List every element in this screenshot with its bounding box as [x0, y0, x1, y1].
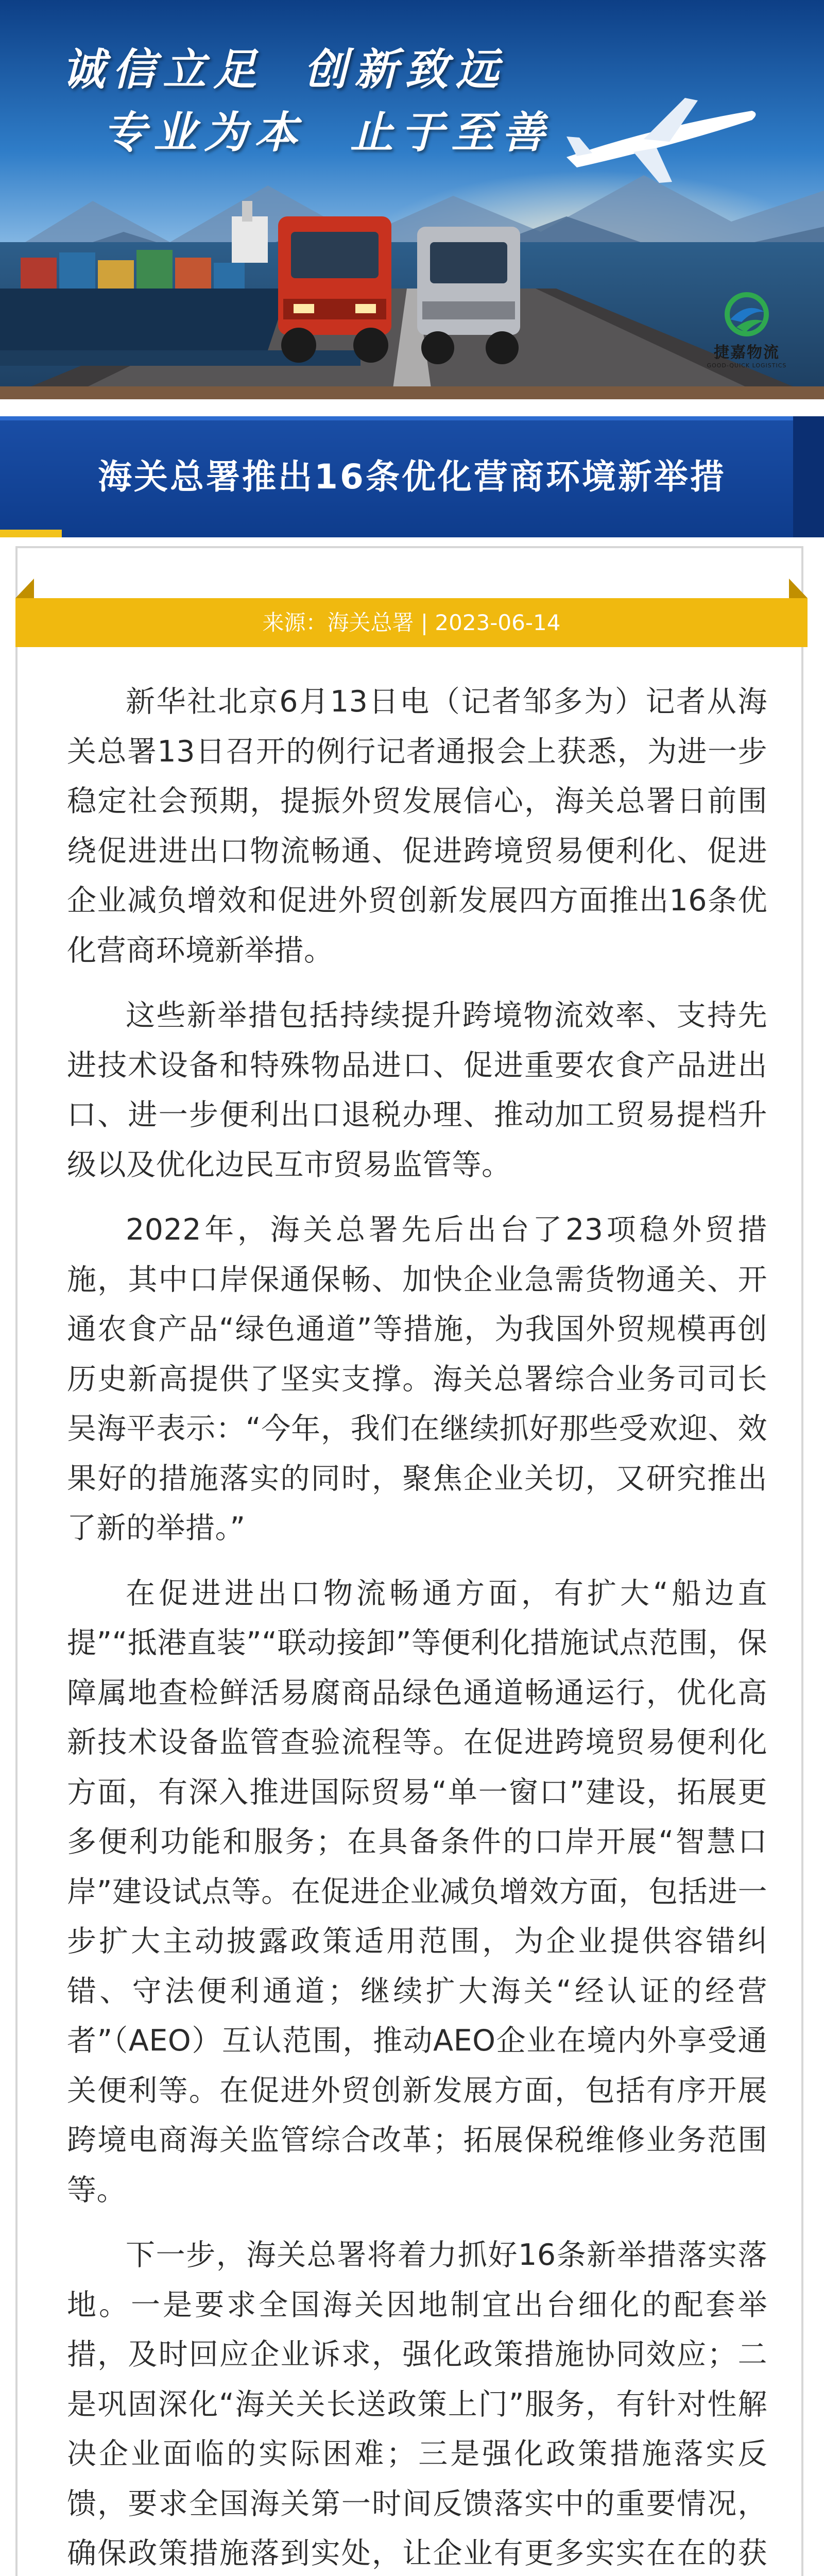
paragraph-4: 在促进进出口物流畅通方面，有扩大“船边直提”“抵港直装”“联动接卸”等便利化措施试点范围，保障属地查检鲜活易腐商品绿色通道畅通运行，优化高新技术设备监管查验流程等。在促进跨境贸易便利化方面，有深入推进国际贸易“单一窗口”建设，拓展更多便利功能和服务；在具备条件的口岸开展“智慧口岸”建设试点等。在促进企业减负增效方面，包括进一步扩大主动披露政策适用范围，为企业提供容错纠错、守法便利通道；继续扩大海关“经认证的经营者”（AEO）互认范围，推动AEO企业在境内外享受通关便利等。在促进外贸创新发展方面，包括有序开展跨境电商海关监管综合改革；拓展保税维修业务范围等。 [67, 1576, 767, 2207]
banner-logo-english: GOOD-QUICK LOGISTICS [707, 362, 787, 369]
banner-logo [695, 291, 798, 369]
article-title-bar [0, 416, 824, 537]
source-line: 来源：海关总署 | 2023-06-14 [262, 610, 561, 635]
article-title: 海关总署推出16条优化营商环境新举措 [98, 457, 726, 497]
paragraph-1: 新华社北京6月13日电（记者邹多为）记者从海关总署13日召开的例行记者通报会上获悉，为进一步稳定社会预期，提振外贸发展信心，海关总署日前围绕促进进出口物流畅通、促进跨境贸易便利化、促进企业减负增效和促进外贸创新发展四方面推出16条优化营商环境新举措。 [67, 685, 767, 968]
paragraph-2: 这些新举措包括持续提升跨境物流效率、支持先进技术设备和特殊物品进口、促进重要农食产品进出口、进一步便利出口退税办理、推动加工贸易提档升级以及优化边民互市贸易监管等。 [67, 998, 767, 1182]
article-card [15, 546, 803, 2576]
article-body [67, 677, 767, 2576]
slogan-1: 诚信立足 [62, 44, 264, 95]
banner-logo-text: 捷嘉物流 [714, 344, 780, 362]
logo-mark-icon [721, 291, 772, 337]
trucks-illustration [247, 196, 577, 381]
slogan-4: 止于至善 [350, 107, 553, 158]
header-banner [0, 0, 824, 399]
slogan-3: 专业为本 [103, 107, 305, 158]
ribbon-fold-right [789, 579, 808, 598]
slogan-2: 创新致远 [304, 44, 506, 95]
source-ribbon [15, 598, 808, 647]
paragraph-5: 下一步，海关总署将着力抓好16条新举措落实落地。一是要求全国海关因地制宜出台细化的配套举措，及时回应企业诉求，强化政策措施协同效应；二是巩固深化“海关关长送政策上门”服务，有针对性解决企业面临的实际困难；三是强化政策措施落实反馈，要求全国海关第一时间反馈落实中的重要情况，确保政策措施落到实处，让企业有更多实实在在的获 [67, 2238, 767, 2570]
ribbon-fold-left [15, 579, 34, 598]
paragraph-3: 2022年，海关总署先后出台了23项稳外贸措施，其中口岸保通保畅、加快企业急需货物通关、开通农食产品“绿色通道”等措施，为我国外贸规模再创历史新高提供了坚实支撑。海关总署综合业务司司长吴海平表示：“今年，我们在继续抓好那些受欢迎、效果好的措施落实的同时，聚焦企业关切，又研究推出了新的举措。” [67, 1213, 767, 1545]
airplane-illustration [556, 90, 762, 193]
